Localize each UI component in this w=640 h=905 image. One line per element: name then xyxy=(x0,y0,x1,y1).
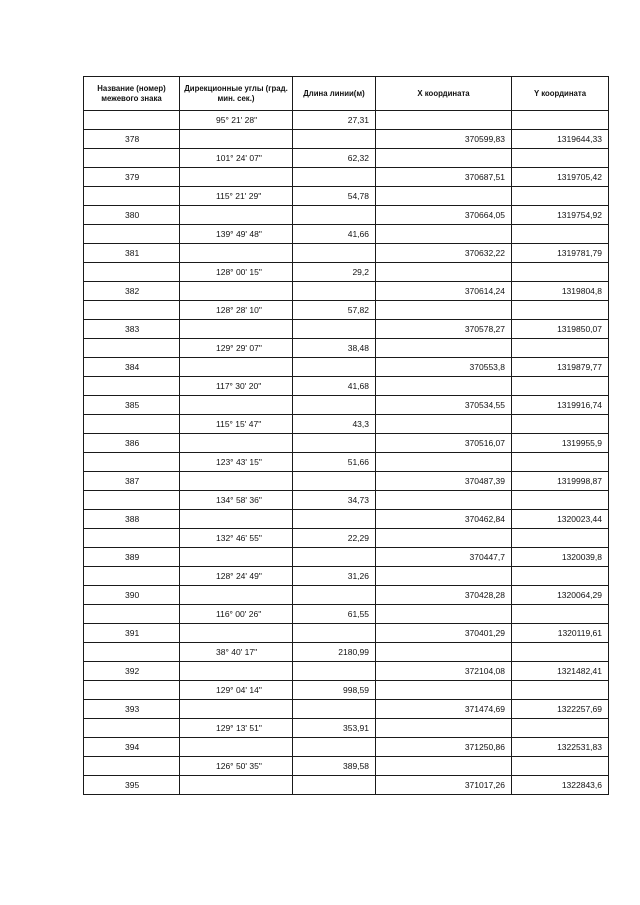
x-coordinate-cell xyxy=(376,263,512,282)
direction-angle-cell xyxy=(180,434,293,453)
direction-angle-cell: 101° 24' 07" xyxy=(180,149,293,168)
line-length-cell: 57,82 xyxy=(293,301,376,320)
table-row xyxy=(84,358,609,377)
line-length-cell xyxy=(293,662,376,681)
direction-angle-cell xyxy=(180,206,293,225)
direction-angle-cell: 95° 21' 28" xyxy=(180,111,293,130)
header-direction-angle: Дирекционные углы (град. мин. сек.) xyxy=(180,77,293,111)
x-coordinate-cell xyxy=(376,529,512,548)
table-row xyxy=(84,681,609,700)
x-coordinate-cell: 370664,05 xyxy=(376,206,512,225)
direction-angle-cell: 132° 46' 55" xyxy=(180,529,293,548)
table-row xyxy=(84,586,609,605)
table-row xyxy=(84,130,609,149)
direction-angle-cell xyxy=(180,738,293,757)
table-row xyxy=(84,605,609,624)
x-coordinate-cell: 370687,51 xyxy=(376,168,512,187)
line-length-cell: 34,73 xyxy=(293,491,376,510)
line-length-cell xyxy=(293,434,376,453)
table-row xyxy=(84,491,609,510)
direction-angle-cell xyxy=(180,548,293,567)
direction-angle-cell: 129° 29' 07" xyxy=(180,339,293,358)
point-name-cell: 380 xyxy=(84,206,180,225)
direction-angle-cell xyxy=(180,510,293,529)
line-length-cell: 998,59 xyxy=(293,681,376,700)
point-name-cell xyxy=(84,187,180,206)
line-length-cell: 27,31 xyxy=(293,111,376,130)
direction-angle-cell: 128° 00' 15" xyxy=(180,263,293,282)
y-coordinate-cell: 1319781,79 xyxy=(512,244,609,263)
y-coordinate-cell xyxy=(512,377,609,396)
y-coordinate-cell: 1320119,61 xyxy=(512,624,609,643)
line-length-cell xyxy=(293,586,376,605)
y-coordinate-cell xyxy=(512,643,609,662)
y-coordinate-cell xyxy=(512,225,609,244)
point-name-cell: 388 xyxy=(84,510,180,529)
y-coordinate-cell: 1322843,6 xyxy=(512,776,609,795)
direction-angle-cell xyxy=(180,358,293,377)
direction-angle-cell xyxy=(180,776,293,795)
line-length-cell xyxy=(293,396,376,415)
y-coordinate-cell: 1319644,33 xyxy=(512,130,609,149)
line-length-cell xyxy=(293,320,376,339)
direction-angle-cell: 115° 21' 29" xyxy=(180,187,293,206)
table-row xyxy=(84,282,609,301)
line-length-cell: 31,26 xyxy=(293,567,376,586)
point-name-cell xyxy=(84,263,180,282)
direction-angle-cell xyxy=(180,282,293,301)
table-row xyxy=(84,320,609,339)
direction-angle-cell xyxy=(180,130,293,149)
x-coordinate-cell xyxy=(376,643,512,662)
table-row xyxy=(84,548,609,567)
direction-angle-cell: 129° 04' 14" xyxy=(180,681,293,700)
x-coordinate-cell: 371017,26 xyxy=(376,776,512,795)
x-coordinate-cell: 370534,55 xyxy=(376,396,512,415)
y-coordinate-cell: 1319916,74 xyxy=(512,396,609,415)
direction-angle-cell: 115° 15' 47" xyxy=(180,415,293,434)
point-name-cell xyxy=(84,643,180,662)
line-length-cell xyxy=(293,548,376,567)
x-coordinate-cell: 370553,8 xyxy=(376,358,512,377)
x-coordinate-cell xyxy=(376,415,512,434)
point-name-cell: 391 xyxy=(84,624,180,643)
y-coordinate-cell xyxy=(512,111,609,130)
table-row xyxy=(84,472,609,491)
point-name-cell: 392 xyxy=(84,662,180,681)
x-coordinate-cell: 370428,28 xyxy=(376,586,512,605)
x-coordinate-cell: 370401,29 xyxy=(376,624,512,643)
y-coordinate-cell: 1322257,69 xyxy=(512,700,609,719)
point-name-cell: 387 xyxy=(84,472,180,491)
point-name-cell xyxy=(84,567,180,586)
point-name-cell: 382 xyxy=(84,282,180,301)
point-name-cell xyxy=(84,149,180,168)
table-row xyxy=(84,719,609,738)
x-coordinate-cell: 370578,27 xyxy=(376,320,512,339)
boundary-coordinates-table xyxy=(83,76,609,795)
line-length-cell xyxy=(293,282,376,301)
x-coordinate-cell xyxy=(376,681,512,700)
x-coordinate-cell xyxy=(376,453,512,472)
table-row xyxy=(84,757,609,776)
point-name-cell: 379 xyxy=(84,168,180,187)
direction-angle-cell: 117° 30' 20" xyxy=(180,377,293,396)
line-length-cell: 62,32 xyxy=(293,149,376,168)
x-coordinate-cell xyxy=(376,149,512,168)
table-row xyxy=(84,700,609,719)
direction-angle-cell xyxy=(180,244,293,263)
x-coordinate-cell: 370632,22 xyxy=(376,244,512,263)
x-coordinate-cell xyxy=(376,339,512,358)
line-length-cell xyxy=(293,700,376,719)
line-length-cell: 54,78 xyxy=(293,187,376,206)
line-length-cell: 51,66 xyxy=(293,453,376,472)
x-coordinate-cell: 370487,39 xyxy=(376,472,512,491)
y-coordinate-cell xyxy=(512,491,609,510)
line-length-cell: 389,58 xyxy=(293,757,376,776)
y-coordinate-cell: 1319705,42 xyxy=(512,168,609,187)
y-coordinate-cell: 1320039,8 xyxy=(512,548,609,567)
table-row xyxy=(84,377,609,396)
line-length-cell xyxy=(293,358,376,377)
line-length-cell xyxy=(293,624,376,643)
x-coordinate-cell xyxy=(376,301,512,320)
x-coordinate-cell: 372104,08 xyxy=(376,662,512,681)
y-coordinate-cell xyxy=(512,567,609,586)
line-length-cell xyxy=(293,244,376,263)
point-name-cell xyxy=(84,529,180,548)
y-coordinate-cell xyxy=(512,529,609,548)
line-length-cell xyxy=(293,472,376,491)
line-length-cell xyxy=(293,776,376,795)
table-row xyxy=(84,244,609,263)
point-name-cell: 383 xyxy=(84,320,180,339)
table-row xyxy=(84,415,609,434)
table-row xyxy=(84,624,609,643)
direction-angle-cell xyxy=(180,700,293,719)
point-name-cell: 385 xyxy=(84,396,180,415)
table-row xyxy=(84,168,609,187)
point-name-cell xyxy=(84,339,180,358)
point-name-cell xyxy=(84,491,180,510)
y-coordinate-cell: 1322531,83 xyxy=(512,738,609,757)
point-name-cell: 394 xyxy=(84,738,180,757)
point-name-cell xyxy=(84,681,180,700)
table-row xyxy=(84,225,609,244)
direction-angle-cell xyxy=(180,396,293,415)
y-coordinate-cell xyxy=(512,605,609,624)
y-coordinate-cell xyxy=(512,301,609,320)
point-name-cell xyxy=(84,453,180,472)
direction-angle-cell xyxy=(180,624,293,643)
x-coordinate-cell xyxy=(376,225,512,244)
direction-angle-cell: 123° 43' 15" xyxy=(180,453,293,472)
y-coordinate-cell xyxy=(512,187,609,206)
table-row xyxy=(84,453,609,472)
table-row xyxy=(84,396,609,415)
line-length-cell xyxy=(293,130,376,149)
direction-angle-cell: 38° 40' 17" xyxy=(180,643,293,662)
direction-angle-cell: 116° 00' 26" xyxy=(180,605,293,624)
y-coordinate-cell: 1320023,44 xyxy=(512,510,609,529)
table-row xyxy=(84,529,609,548)
point-name-cell xyxy=(84,605,180,624)
direction-angle-cell: 128° 24' 49" xyxy=(180,567,293,586)
y-coordinate-cell: 1319998,87 xyxy=(512,472,609,491)
x-coordinate-cell xyxy=(376,757,512,776)
direction-angle-cell: 139° 49' 48" xyxy=(180,225,293,244)
y-coordinate-cell xyxy=(512,339,609,358)
direction-angle-cell xyxy=(180,472,293,491)
y-coordinate-cell: 1319754,92 xyxy=(512,206,609,225)
x-coordinate-cell xyxy=(376,377,512,396)
table-row xyxy=(84,187,609,206)
point-name-cell: 381 xyxy=(84,244,180,263)
direction-angle-cell: 126° 50' 35" xyxy=(180,757,293,776)
y-coordinate-cell xyxy=(512,453,609,472)
line-length-cell: 43,3 xyxy=(293,415,376,434)
x-coordinate-cell xyxy=(376,605,512,624)
y-coordinate-cell: 1320064,29 xyxy=(512,586,609,605)
point-name-cell: 390 xyxy=(84,586,180,605)
point-name-cell xyxy=(84,301,180,320)
header-row xyxy=(84,77,609,111)
point-name-cell xyxy=(84,415,180,434)
x-coordinate-cell xyxy=(376,719,512,738)
x-coordinate-cell xyxy=(376,187,512,206)
table-row xyxy=(84,662,609,681)
point-name-cell: 386 xyxy=(84,434,180,453)
x-coordinate-cell: 371474,69 xyxy=(376,700,512,719)
y-coordinate-cell: 1319804,8 xyxy=(512,282,609,301)
table-row xyxy=(84,738,609,757)
x-coordinate-cell: 371250,86 xyxy=(376,738,512,757)
header-y-coordinate: Y координата xyxy=(512,77,609,111)
line-length-cell: 41,68 xyxy=(293,377,376,396)
direction-angle-cell: 128° 28' 10" xyxy=(180,301,293,320)
direction-angle-cell xyxy=(180,168,293,187)
x-coordinate-cell xyxy=(376,491,512,510)
x-coordinate-cell: 370614,24 xyxy=(376,282,512,301)
point-name-cell xyxy=(84,757,180,776)
table-row xyxy=(84,111,609,130)
y-coordinate-cell xyxy=(512,757,609,776)
point-name-cell: 378 xyxy=(84,130,180,149)
y-coordinate-cell xyxy=(512,415,609,434)
line-length-cell xyxy=(293,168,376,187)
table-row xyxy=(84,263,609,282)
table-row xyxy=(84,339,609,358)
table-row xyxy=(84,643,609,662)
x-coordinate-cell: 370599,83 xyxy=(376,130,512,149)
y-coordinate-cell xyxy=(512,681,609,700)
y-coordinate-cell: 1319879,77 xyxy=(512,358,609,377)
point-name-cell: 393 xyxy=(84,700,180,719)
table-row xyxy=(84,567,609,586)
line-length-cell xyxy=(293,510,376,529)
line-length-cell: 38,48 xyxy=(293,339,376,358)
x-coordinate-cell xyxy=(376,111,512,130)
x-coordinate-cell: 370462,84 xyxy=(376,510,512,529)
y-coordinate-cell: 1319955,9 xyxy=(512,434,609,453)
header-line-length: Длина линии(м) xyxy=(293,77,376,111)
table-row xyxy=(84,149,609,168)
line-length-cell: 2180,99 xyxy=(293,643,376,662)
point-name-cell: 384 xyxy=(84,358,180,377)
y-coordinate-cell: 1319850,07 xyxy=(512,320,609,339)
point-name-cell xyxy=(84,225,180,244)
table-row xyxy=(84,776,609,795)
line-length-cell: 353,91 xyxy=(293,719,376,738)
point-name-cell: 395 xyxy=(84,776,180,795)
point-name-cell: 389 xyxy=(84,548,180,567)
y-coordinate-cell xyxy=(512,263,609,282)
x-coordinate-cell: 370447,7 xyxy=(376,548,512,567)
y-coordinate-cell xyxy=(512,719,609,738)
direction-angle-cell: 129° 13' 51" xyxy=(180,719,293,738)
point-name-cell xyxy=(84,377,180,396)
table-row xyxy=(84,301,609,320)
line-length-cell: 41,66 xyxy=(293,225,376,244)
line-length-cell xyxy=(293,206,376,225)
y-coordinate-cell xyxy=(512,149,609,168)
table-row xyxy=(84,510,609,529)
table-row xyxy=(84,434,609,453)
y-coordinate-cell: 1321482,41 xyxy=(512,662,609,681)
line-length-cell: 29,2 xyxy=(293,263,376,282)
line-length-cell: 61,55 xyxy=(293,605,376,624)
header-point-name: Название (номер) межевого знака xyxy=(84,77,180,111)
direction-angle-cell: 134° 58' 36" xyxy=(180,491,293,510)
direction-angle-cell xyxy=(180,662,293,681)
point-name-cell xyxy=(84,111,180,130)
table-row xyxy=(84,206,609,225)
line-length-cell: 22,29 xyxy=(293,529,376,548)
header-x-coordinate: X координата xyxy=(376,77,512,111)
line-length-cell xyxy=(293,738,376,757)
point-name-cell xyxy=(84,719,180,738)
x-coordinate-cell xyxy=(376,567,512,586)
direction-angle-cell xyxy=(180,320,293,339)
x-coordinate-cell: 370516,07 xyxy=(376,434,512,453)
direction-angle-cell xyxy=(180,586,293,605)
